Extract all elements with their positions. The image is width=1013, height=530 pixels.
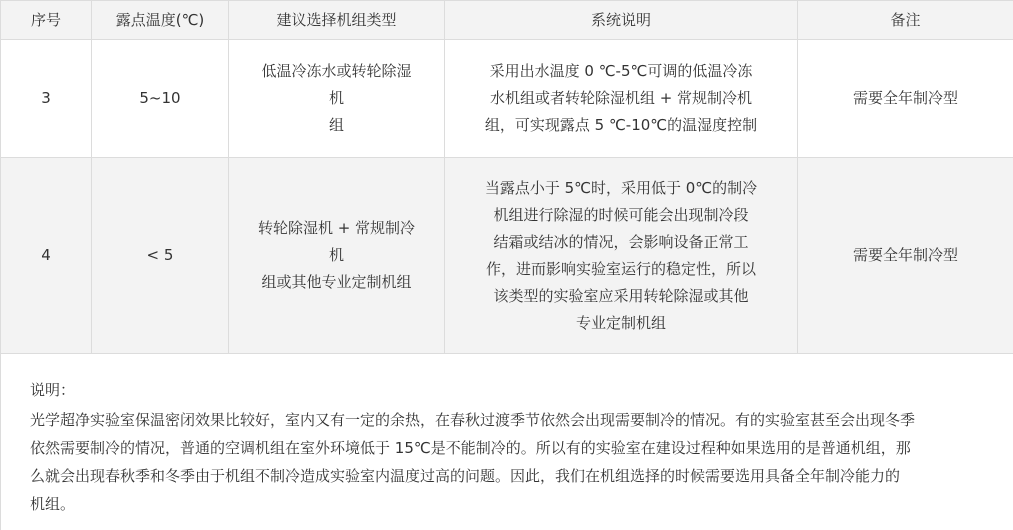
note-line: 光学超净实验室保温密闭效果比较好，室内又有一定的余热，在春秋过渡季节依然会出现需要制冷的情况。有的实验室甚至会出现冬季: [30, 411, 916, 429]
table-header: [1, 1, 1013, 40]
cell-text-line: 专业定制机组: [575, 313, 666, 332]
note-section: [0, 354, 1013, 530]
note-body: [30, 406, 1013, 518]
cell-remark: 需要全年制冷型: [798, 40, 1013, 158]
cell-text-line: 水机组或者转轮除湿机组 + 常规制冷机: [489, 89, 753, 107]
note-title: 说明：: [30, 381, 76, 399]
cell-text-line: 机组进行除湿的时候可能会出现制冷段: [493, 205, 749, 224]
cell-text-line: 该类型的实验室应采用转轮除湿或其他: [493, 286, 749, 305]
note-line: 么就会出现春秋季和冬季由于机组不制冷造成实验室内温度过高的问题。因此，我们在机组选择的时候需要选用具备全年制冷能力的: [30, 467, 901, 485]
cell-no: 4: [1, 158, 92, 354]
cell-text-line: 组或其他专业定制机组: [261, 273, 412, 291]
cell-text-line: 组，可实现露点 5 ℃-10℃的温湿度控制: [484, 116, 758, 134]
cell-text-line: 采用出水温度 0 ℃-5℃可调的低温冷冻: [489, 62, 753, 80]
cell-unit-type: [229, 40, 445, 158]
cell-text-line: 转轮除湿机 + 常规制冷机: [257, 219, 416, 264]
cell-unit-type: [229, 158, 445, 354]
cell-description: [445, 158, 798, 354]
header-no: 序号: [1, 1, 92, 40]
header-description: 系统说明: [445, 1, 798, 40]
table-body: [1, 40, 1013, 354]
cell-description: [445, 40, 798, 158]
note-line: 依然需要制冷的情况，普通的空调机组在室外环境低于 15℃是不能制冷的。所以有的实验室在建设过程种如果选用的是普通机组，那: [30, 439, 911, 457]
cell-text-line: 结霜或结冰的情况，会影响设备正常工: [493, 232, 749, 251]
cell-remark: 需要全年制冷型: [798, 158, 1013, 354]
cell-dew-point: < 5: [92, 158, 229, 354]
cell-text-line: 低温冷冻水或转轮除湿机: [261, 62, 412, 107]
header-remark: 备注: [798, 1, 1013, 40]
table-row: [1, 40, 1013, 158]
header-dew-point: 露点温度(℃): [92, 1, 229, 40]
header-unit-type: 建议选择机组类型: [229, 1, 445, 40]
header-row: [1, 1, 1013, 40]
note-line: 机组。: [30, 495, 76, 513]
cell-text-line: 当露点小于 5℃时，采用低于 0℃的制冷: [484, 178, 758, 197]
cell-text-line: 作，进而影响实验室运行的稳定性，所以: [485, 259, 756, 278]
cell-text-line: 组: [328, 116, 344, 134]
cell-dew-point: 5~10: [92, 40, 229, 158]
cell-no: 3: [1, 40, 92, 158]
table-row: [1, 158, 1013, 354]
